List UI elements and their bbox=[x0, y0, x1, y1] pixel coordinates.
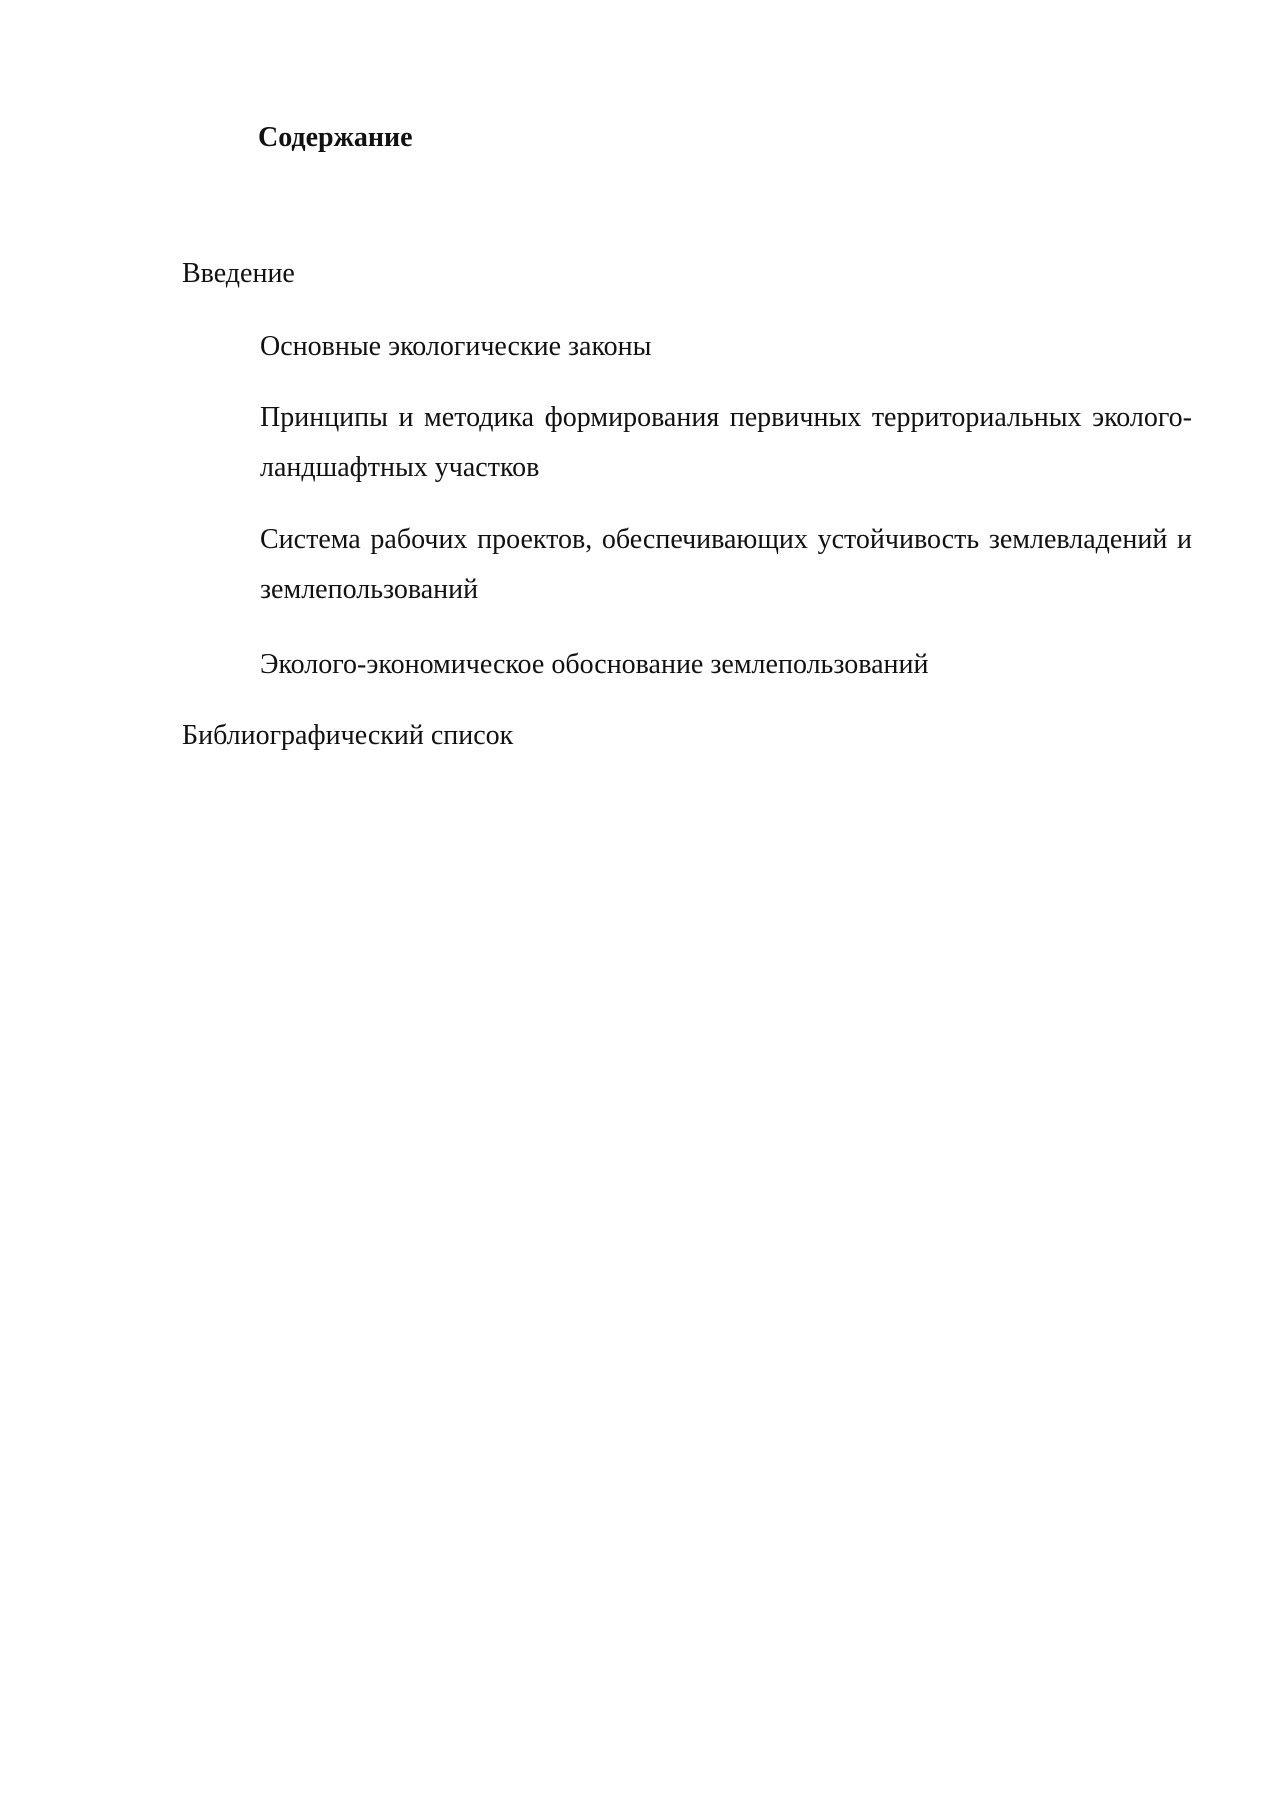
toc-entry-working-projects-system: Система рабочих проектов, обеспечивающих устойчивость землевладений и землепользований bbox=[260, 524, 1192, 605]
toc-entry-ecological-economic-justification: Эколого-экономическое обоснование землепользований bbox=[260, 649, 929, 680]
page-title: Содержание bbox=[258, 122, 413, 153]
toc-entry-ecological-laws: Основные экологические законы bbox=[260, 331, 652, 362]
toc-entry-principles-methodology: Принципы и методика формирования первичных территориальных эколого-ландшафтных участков bbox=[260, 402, 1192, 483]
toc-entry-bibliography: Библиографический список bbox=[182, 720, 514, 751]
toc-entry-introduction: Введение bbox=[182, 258, 295, 289]
